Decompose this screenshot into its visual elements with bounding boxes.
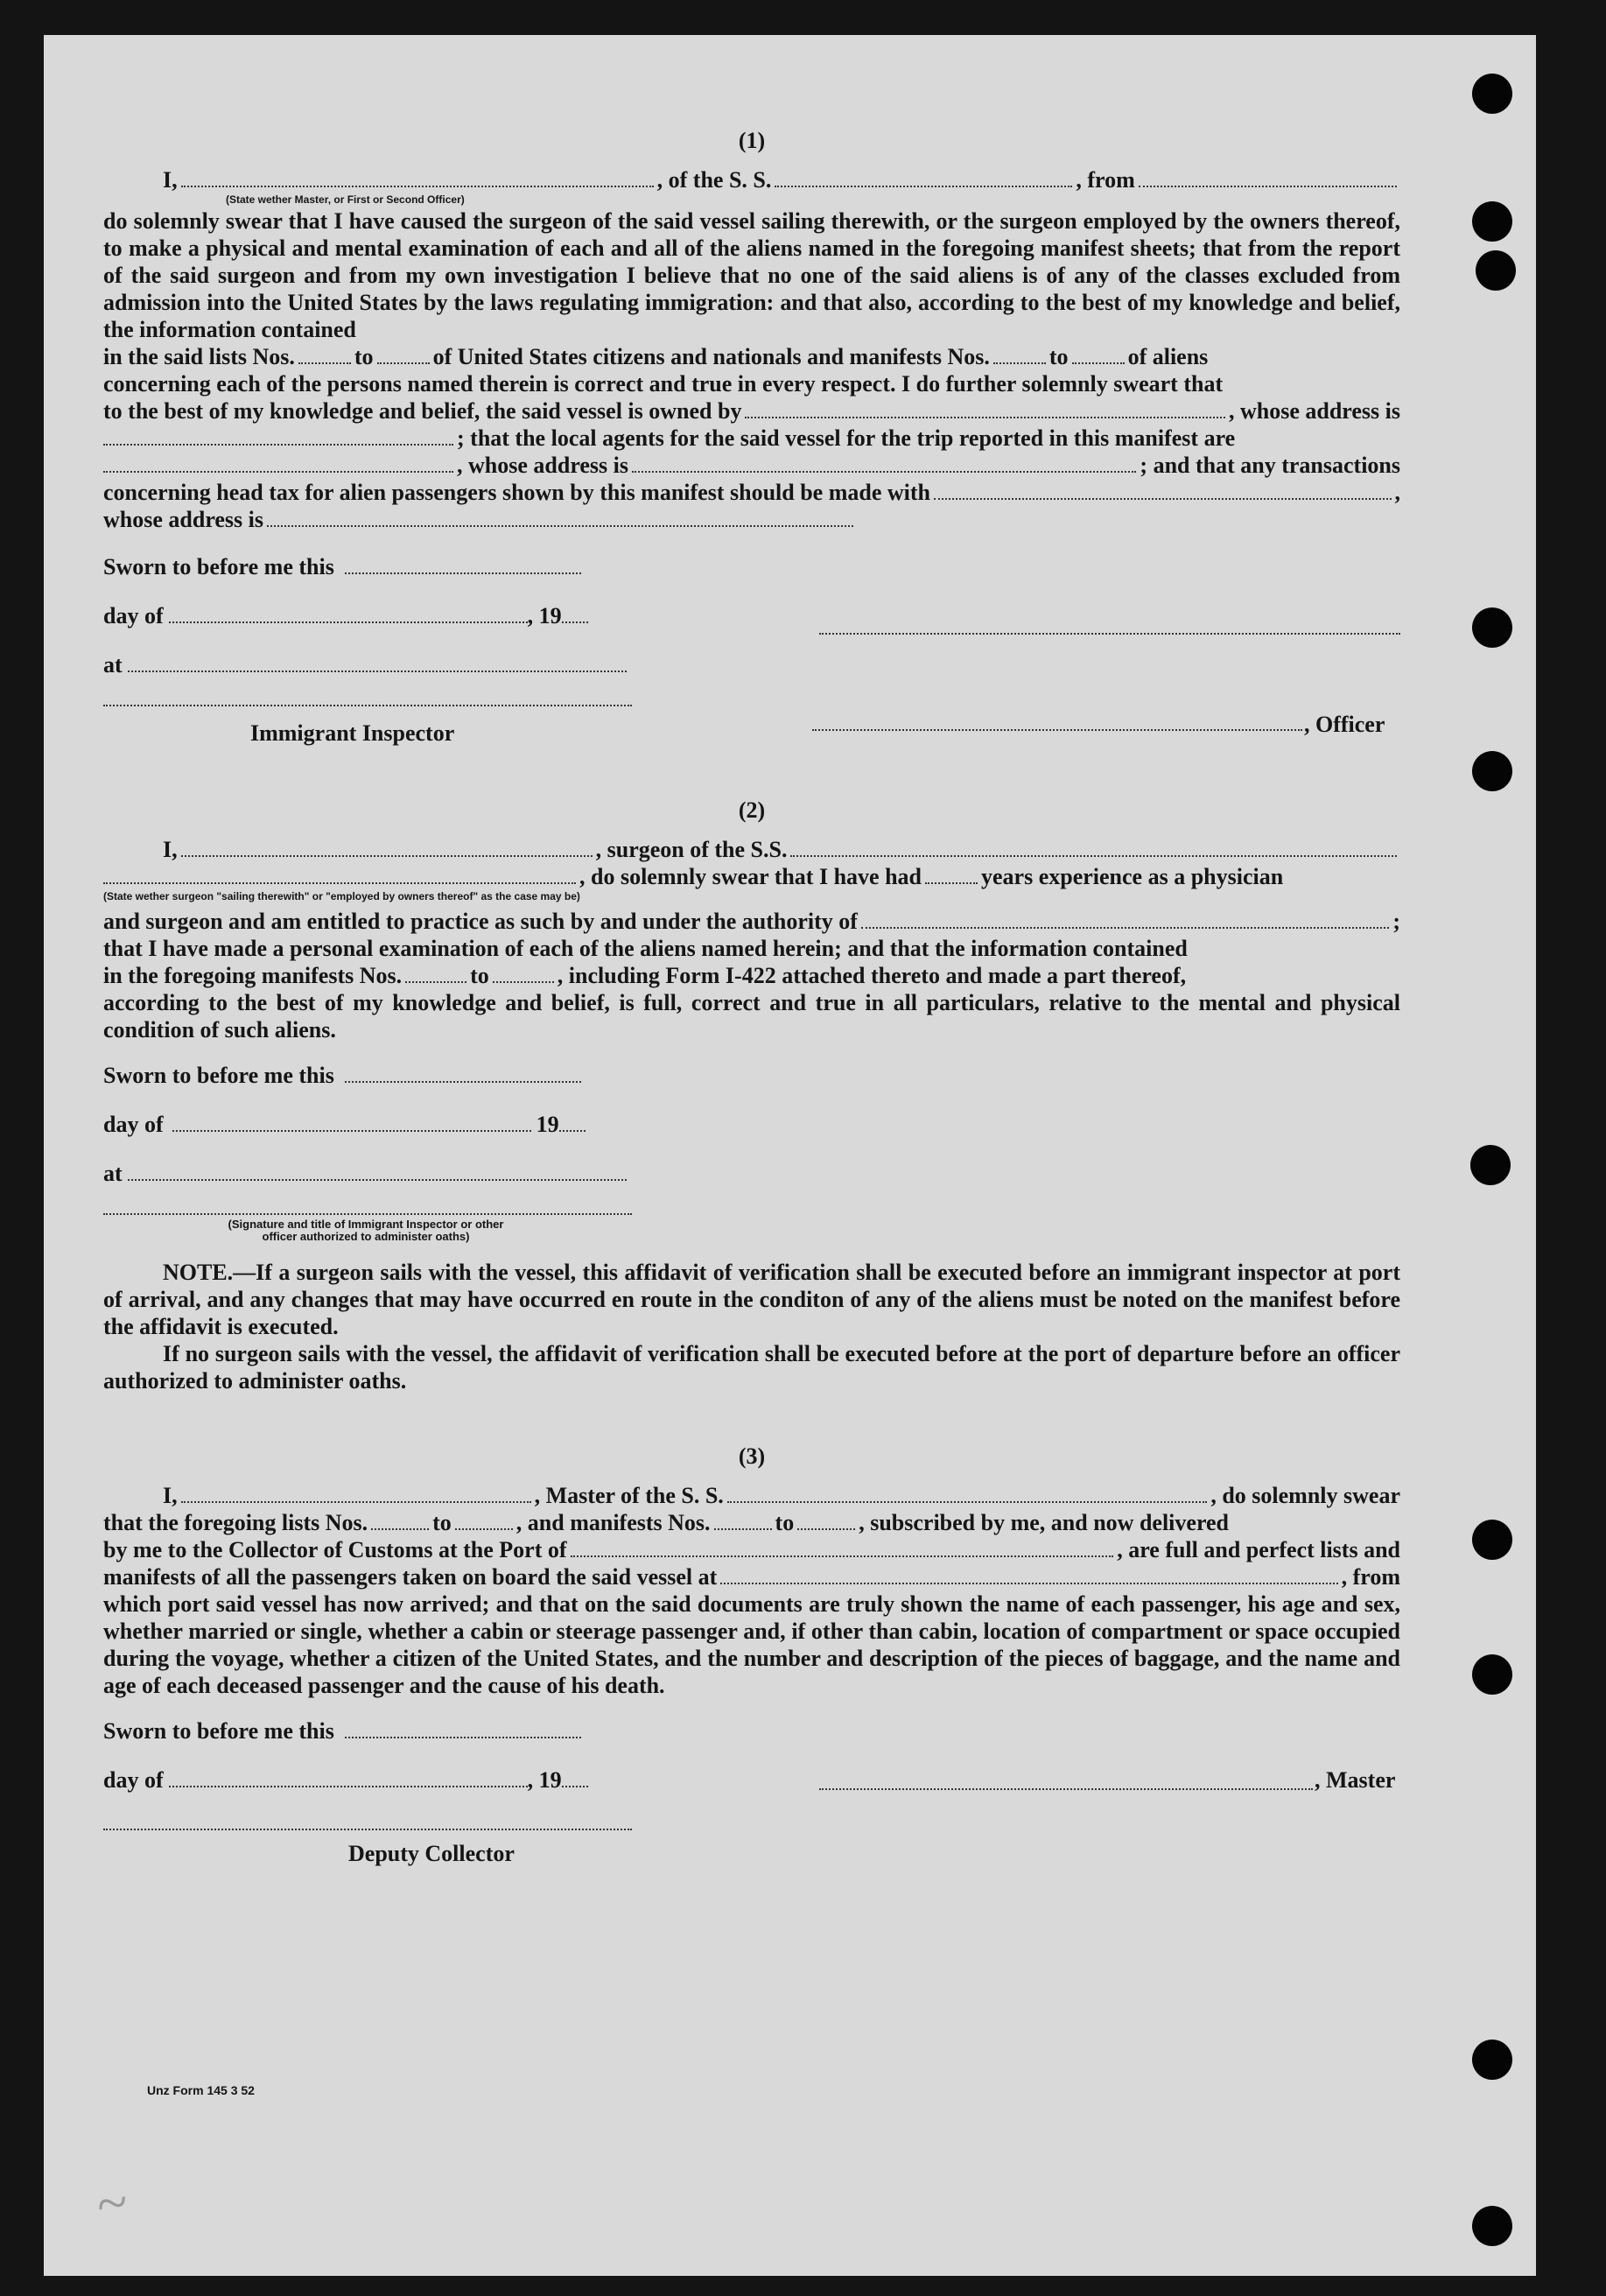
master-manifest-from-field[interactable] bbox=[714, 1509, 772, 1530]
surgeon-type-field[interactable] bbox=[103, 863, 576, 884]
master-body: which port said vessel has now arrived; and that on the said documents are truly shown the name of each passenger, his age and sex, whether married or single, whether a cabin or steerage passenger and, if other than cabin, location of compartment or space occupied during the voyage, whether a citizen of the United States, and the number and description of the pieces of baggage, and the name and age of each deceased passenger and the cause of his death. bbox=[103, 1591, 1400, 1698]
oath-line-1 bbox=[103, 166, 1400, 193]
at-field[interactable] bbox=[128, 1162, 627, 1181]
master-name-field[interactable] bbox=[181, 1482, 531, 1503]
text: , are full and perfect lists and bbox=[1117, 1537, 1400, 1562]
punch-hole bbox=[1472, 74, 1512, 114]
year-field[interactable] bbox=[562, 604, 588, 623]
day-line bbox=[103, 1767, 588, 1794]
handwritten-mark: ~ bbox=[92, 2169, 131, 2236]
punch-hole bbox=[1472, 2040, 1512, 2080]
text: to bbox=[775, 1510, 795, 1535]
text: , from bbox=[1341, 1564, 1400, 1590]
note-paragraph-1: NOTE.—If a surgeon sails with the vessel, this affidavit of verification shall be executed before an immigrant inspector at port of arrival, and any changes that may have occurred en route in the conditon of any of the aliens must be noted on the manifest before the affidavit is executed. bbox=[103, 1260, 1400, 1339]
agents-address-field[interactable] bbox=[632, 452, 1136, 473]
years-field[interactable] bbox=[925, 863, 978, 884]
day-field[interactable] bbox=[169, 604, 528, 623]
day-field[interactable] bbox=[172, 1113, 531, 1132]
text: , bbox=[1394, 480, 1400, 505]
owner-line bbox=[103, 397, 1400, 425]
manifest-from-field[interactable] bbox=[993, 343, 1046, 364]
text: , 19 bbox=[527, 603, 562, 628]
day-line bbox=[103, 603, 588, 629]
text: , do solemnly swear that I have had bbox=[579, 864, 922, 889]
punch-hole bbox=[1476, 250, 1516, 291]
agents-field[interactable] bbox=[103, 452, 453, 473]
punch-hole bbox=[1472, 607, 1512, 648]
boarding-port-field[interactable] bbox=[720, 1563, 1337, 1584]
field-hint: (State wether Master, or First or Second Officer) bbox=[226, 193, 465, 206]
year-field[interactable] bbox=[562, 1768, 588, 1787]
text: , including Form I-422 attached thereto and made a part thereof, bbox=[557, 963, 1187, 988]
signature-hint bbox=[173, 1218, 558, 1243]
section-number: (1) bbox=[738, 128, 766, 153]
text: day of bbox=[103, 1767, 164, 1793]
punch-hole bbox=[1470, 1145, 1511, 1185]
master-signature-field[interactable] bbox=[819, 1771, 1313, 1790]
text: ; that the local agents for the said vessel for the trip reported in this manifest are bbox=[457, 425, 1236, 451]
at-line bbox=[103, 1161, 627, 1187]
surgeon-manifest-from-field[interactable] bbox=[405, 962, 466, 983]
surgeon-body-1: that I have made a personal examination of each of the aliens named herein; and that the information contained bbox=[103, 936, 1188, 961]
surgeon-name-field[interactable] bbox=[181, 836, 593, 857]
lists-line bbox=[103, 343, 1400, 370]
sworn-line bbox=[103, 1718, 581, 1745]
master-line-2 bbox=[103, 1509, 1400, 1536]
text: , do solemnly swear bbox=[1210, 1483, 1400, 1508]
sworn-line bbox=[103, 554, 581, 580]
from-port-field[interactable] bbox=[1139, 166, 1397, 187]
text: to bbox=[470, 963, 489, 988]
text: whose address is bbox=[103, 507, 264, 532]
surgeon-manifest-to-field[interactable] bbox=[493, 962, 554, 983]
headtax-contact-field[interactable] bbox=[934, 479, 1391, 500]
text: to the best of my knowledge and belief, the said vessel is owned by bbox=[103, 398, 742, 424]
form-number: Unz Form 145 3 52 bbox=[147, 2083, 255, 2097]
punch-hole bbox=[1472, 1520, 1512, 1560]
text: , and manifests Nos. bbox=[515, 1510, 711, 1535]
text: officer authorized to administer oaths) bbox=[262, 1230, 470, 1243]
collector-title: Deputy Collector bbox=[348, 1841, 515, 1866]
collector-signature-field[interactable] bbox=[103, 1811, 632, 1830]
text: , whose address is bbox=[1228, 398, 1400, 424]
text: by me to the Collector of Customs at the Port of bbox=[103, 1537, 567, 1562]
day-field[interactable] bbox=[169, 1768, 528, 1787]
headtax-address-line bbox=[103, 506, 1400, 533]
surgeon-manifest-line bbox=[103, 962, 1400, 989]
text: to bbox=[432, 1510, 452, 1535]
officer-name-field[interactable] bbox=[181, 166, 654, 187]
inspector-title: Immigrant Inspector bbox=[250, 720, 455, 746]
text: of United States citizens and nationals and manifests Nos. bbox=[432, 344, 990, 369]
signature-block-1 bbox=[103, 554, 1400, 757]
text: of aliens bbox=[1127, 344, 1209, 369]
text: manifests of all the passengers taken on board the said vessel at bbox=[103, 1564, 718, 1590]
owner-field[interactable] bbox=[745, 397, 1225, 418]
agents-address-line bbox=[103, 452, 1400, 479]
day-line bbox=[103, 1112, 586, 1138]
at-line bbox=[103, 652, 627, 678]
year-field[interactable] bbox=[559, 1113, 586, 1132]
at-field[interactable] bbox=[128, 653, 627, 672]
text: at bbox=[103, 1161, 123, 1186]
section-number: (3) bbox=[738, 1443, 766, 1469]
sworn-field[interactable] bbox=[345, 1064, 581, 1083]
headtax-address-field[interactable] bbox=[267, 506, 853, 527]
officer-signature-field[interactable] bbox=[812, 712, 1302, 731]
master-line-1 bbox=[103, 1482, 1400, 1509]
surgeon-line-2 bbox=[103, 863, 1400, 890]
master-line-3 bbox=[103, 1536, 1400, 1563]
sworn-field[interactable] bbox=[345, 555, 581, 574]
text: ; and that any transactions bbox=[1140, 453, 1400, 478]
master-title: , Master bbox=[1315, 1767, 1396, 1793]
text: to bbox=[354, 344, 374, 369]
punch-hole bbox=[1472, 201, 1512, 242]
authority-field[interactable] bbox=[861, 908, 1389, 929]
oath-body-2: concerning each of the persons named therein is correct and true in every respect. I do further solemnly sweart that bbox=[103, 371, 1224, 397]
signature-block-3 bbox=[103, 1718, 1400, 1885]
master-ship-field[interactable] bbox=[727, 1482, 1208, 1503]
text: 19 bbox=[536, 1112, 559, 1137]
sworn-line bbox=[103, 1063, 581, 1089]
port-field[interactable] bbox=[571, 1536, 1114, 1557]
note-paragraph-2: If no surgeon sails with the vessel, the affidavit of verification shall be executed before at the port of departure before an officer authorized to administer oaths. bbox=[103, 1341, 1400, 1394]
headtax-line bbox=[103, 479, 1400, 506]
form-content bbox=[103, 128, 1400, 1885]
text: Sworn to before me this bbox=[103, 1718, 334, 1744]
text: I, bbox=[163, 1483, 178, 1508]
inspector-signature-field[interactable] bbox=[103, 1196, 632, 1215]
text: day of bbox=[103, 603, 164, 628]
text: to bbox=[1048, 344, 1069, 369]
punch-hole bbox=[1472, 751, 1512, 791]
section-number: (2) bbox=[738, 797, 766, 823]
text: day of bbox=[103, 1112, 164, 1137]
authority-line bbox=[103, 908, 1400, 935]
text: , whose address is bbox=[457, 453, 629, 478]
text: in the said lists Nos. bbox=[103, 344, 295, 369]
punch-hole bbox=[1472, 2206, 1512, 2246]
text: that the foregoing lists Nos. bbox=[103, 1510, 368, 1535]
text: years experience as a physician bbox=[981, 864, 1284, 889]
oath-body: do solemnly swear that I have caused the surgeon of the said vessel sailing therewith, or the surgeon employed by the owners thereof, to make a physical and mental examination of each and all of the aliens named in the foregoing manifest sheets; that from the report of the said surgeon and from my own investigation I believe that no one of the said aliens is of any of the classes excluded from admission into the United States by the laws regulating immigration: and that also, according to the best of my knowledge and belief, the information contained bbox=[103, 208, 1400, 342]
text: Sworn to before me this bbox=[103, 554, 334, 579]
text: and surgeon and am entitled to practice as such by and under the authority of bbox=[103, 909, 858, 934]
text: in the foregoing manifests Nos. bbox=[103, 963, 403, 988]
field-hint: (State wether surgeon "sailing therewith" or "employed by owners thereof" as the case may be) bbox=[103, 890, 580, 902]
text: , from bbox=[1076, 167, 1135, 193]
inspector-signature-field[interactable] bbox=[103, 687, 632, 706]
manifest-to-field[interactable] bbox=[1072, 343, 1125, 364]
master-list-to-field[interactable] bbox=[455, 1509, 513, 1530]
list-to-field[interactable] bbox=[377, 343, 430, 364]
text: I, bbox=[163, 167, 178, 193]
surgeon-body-2: according to the best of my knowledge and belief, is full, correct and true in all particulars, relative to the mental and physical condition of such aliens. bbox=[103, 990, 1400, 1043]
text: ; bbox=[1392, 909, 1400, 934]
signature-block-2 bbox=[103, 1063, 1400, 1255]
text: (Signature and title of Immigrant Inspector or other bbox=[228, 1218, 504, 1231]
text: , surgeon of the S.S. bbox=[595, 837, 788, 862]
document-page bbox=[44, 35, 1536, 2276]
agents-line bbox=[103, 425, 1400, 452]
master-line-4 bbox=[103, 1563, 1400, 1590]
surgeon-ship-field[interactable] bbox=[790, 836, 1397, 857]
text: , Master of the S. S. bbox=[534, 1483, 724, 1508]
text: , 19 bbox=[527, 1767, 562, 1793]
text: Sworn to before me this bbox=[103, 1063, 334, 1088]
sworn-field[interactable] bbox=[345, 1719, 581, 1738]
text: , of the S. S. bbox=[656, 167, 772, 193]
text: , subscribed by me, and now delivered bbox=[859, 1510, 1230, 1535]
owner-address-field[interactable] bbox=[103, 425, 453, 446]
punch-hole bbox=[1472, 1654, 1512, 1695]
list-from-field[interactable] bbox=[298, 343, 351, 364]
ship-name-field[interactable] bbox=[775, 166, 1072, 187]
text: at bbox=[103, 652, 123, 678]
text: concerning head tax for alien passengers shown by this manifest should be made with bbox=[103, 480, 931, 505]
text: I, bbox=[163, 837, 178, 862]
master-list-from-field[interactable] bbox=[371, 1509, 429, 1530]
master-manifest-to-field[interactable] bbox=[797, 1509, 855, 1530]
officer-title: , Officer bbox=[1304, 712, 1385, 737]
officer-signature-top-field[interactable] bbox=[819, 615, 1400, 635]
surgeon-line-1 bbox=[103, 836, 1400, 863]
